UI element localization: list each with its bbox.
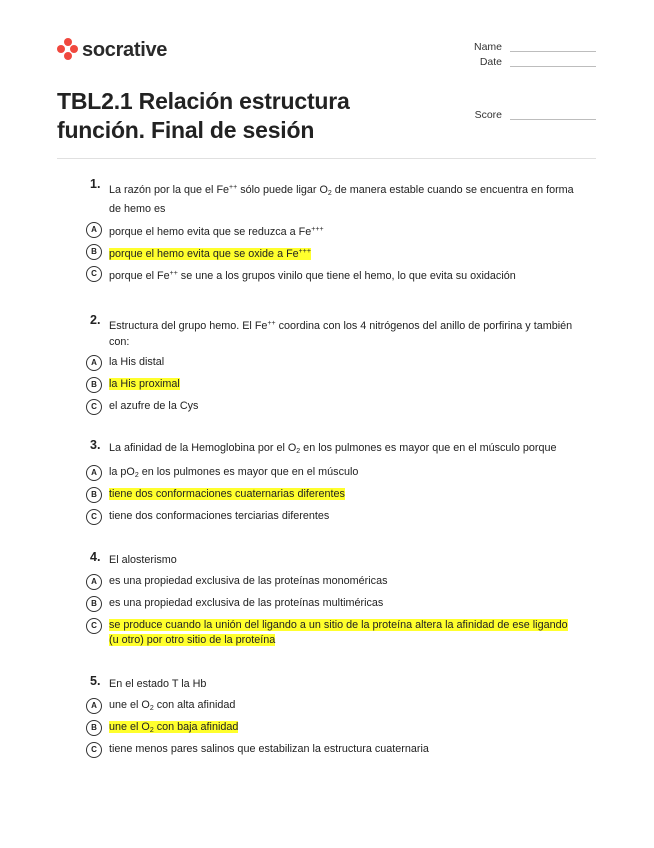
answer-option-a[interactable] xyxy=(86,465,576,487)
answer-text: el azufre de la Cys xyxy=(109,400,199,412)
question-stem xyxy=(86,177,576,217)
correct-answer-text: une el $O_2$ con baja afinidad xyxy=(109,720,239,734)
question-number: 4. xyxy=(90,550,101,564)
answer-option-b[interactable] xyxy=(86,596,576,618)
question-text: La razón por la que el Fe++ sólo puede ligar $O_2$ de manera estable cuando se encuentra en forma de hemo es xyxy=(109,184,574,215)
answer-option-a[interactable] xyxy=(86,222,576,244)
option-letter-icon: A xyxy=(86,698,102,714)
correct-answer-text: porque el hemo evita que se oxide a Fe+++ xyxy=(109,248,311,260)
option-letter-icon: C xyxy=(86,618,102,634)
score-line xyxy=(510,119,596,120)
answer-option-c[interactable] xyxy=(86,509,576,531)
question-text: Estructura del grupo hemo. El Fe++ coordina con los 4 nitrógenos del anillo de porfirina y también con: xyxy=(109,320,573,348)
question-text: El alosterismo xyxy=(109,554,177,566)
answer-text: es una propiedad exclusiva de las proteínas monoméricas xyxy=(109,574,388,587)
option-letter-icon: C xyxy=(86,399,102,415)
name-line xyxy=(510,51,596,52)
answer-option-c[interactable] xyxy=(86,742,576,764)
answer-text: une el $O_2$ con alta afinidad xyxy=(109,698,236,712)
answer-option-a[interactable] xyxy=(86,355,576,377)
question-number: 5. xyxy=(90,674,101,688)
question-text: En el estado T la Hb xyxy=(109,678,207,690)
brand-name: socrative xyxy=(82,38,168,61)
option-letter-icon: A xyxy=(86,465,102,481)
option-letter-icon: C xyxy=(86,742,102,758)
option-letter-icon: B xyxy=(86,596,102,612)
question-3 xyxy=(86,438,576,531)
answer-option-b[interactable] xyxy=(86,244,576,266)
question-stem xyxy=(86,438,576,460)
date-line xyxy=(510,66,596,67)
question-4 xyxy=(86,550,576,650)
answer-option-c[interactable] xyxy=(86,618,576,650)
option-letter-icon: B xyxy=(86,244,102,260)
option-letter-icon: B xyxy=(86,377,102,393)
answer-text: tiene menos pares salinos que estabilizan la estructura cuaternaria xyxy=(109,742,429,755)
answer-text: es una propiedad exclusiva de las proteínas multiméricas xyxy=(109,596,384,609)
question-number: 3. xyxy=(90,438,101,452)
question-stem xyxy=(86,674,576,693)
answer-option-b[interactable] xyxy=(86,487,576,509)
option-letter-icon: B xyxy=(86,487,102,503)
answer-text: la $pO_2$ en los pulmones es mayor que en el músculo xyxy=(109,465,359,479)
date-label: Date xyxy=(479,56,502,68)
answer-option-a[interactable] xyxy=(86,698,576,720)
option-letter-icon: A xyxy=(86,574,102,590)
socrative-logo-icon xyxy=(57,38,77,62)
correct-answer-text: la His proximal xyxy=(109,378,180,390)
correct-answer-text: tiene dos conformaciones cuaternarias diferentes xyxy=(109,487,345,500)
question-1 xyxy=(86,177,576,288)
option-letter-icon: C xyxy=(86,509,102,525)
answer-option-b[interactable] xyxy=(86,377,576,399)
option-letter-icon: C xyxy=(86,266,102,282)
question-stem xyxy=(86,313,576,350)
question-number: 1. xyxy=(90,177,101,191)
option-letter-icon: A xyxy=(86,355,102,371)
correct-answer-text: se produce cuando la unión del ligando a un sitio de la proteína altera la afinidad de ese ligando (u otro) por otro sitio de la proteína xyxy=(109,618,568,646)
answer-option-c[interactable] xyxy=(86,266,576,288)
answer-text: la His distal xyxy=(109,356,165,368)
answer-option-b[interactable] xyxy=(86,720,576,742)
socrative-logo xyxy=(57,38,167,62)
question-number: 2. xyxy=(90,313,101,327)
question-stem xyxy=(86,550,576,569)
option-letter-icon: A xyxy=(86,222,102,238)
answer-text: tiene dos conformaciones terciarias diferentes xyxy=(109,509,330,522)
score-label: Score xyxy=(474,109,502,121)
answer-text: porque el Fe++ se une a los grupos vinilo que tiene el hemo, lo que evita su oxidación xyxy=(109,270,516,282)
answer-option-c[interactable] xyxy=(86,399,576,421)
option-letter-icon: B xyxy=(86,720,102,736)
header-divider xyxy=(57,158,596,159)
name-label: Name xyxy=(473,41,502,53)
answer-option-a[interactable] xyxy=(86,574,576,596)
page-title: TBL2.1 Relación estructura función. Final de sesión xyxy=(57,88,350,143)
answer-text: porque el hemo evita que se reduzca a Fe+++ xyxy=(109,226,324,238)
question-5 xyxy=(86,674,576,764)
question-text: La afinidad de la Hemoglobina por el $O_2$ en los pulmones es mayor que en el músculo porque xyxy=(109,442,557,455)
question-2 xyxy=(86,313,576,421)
